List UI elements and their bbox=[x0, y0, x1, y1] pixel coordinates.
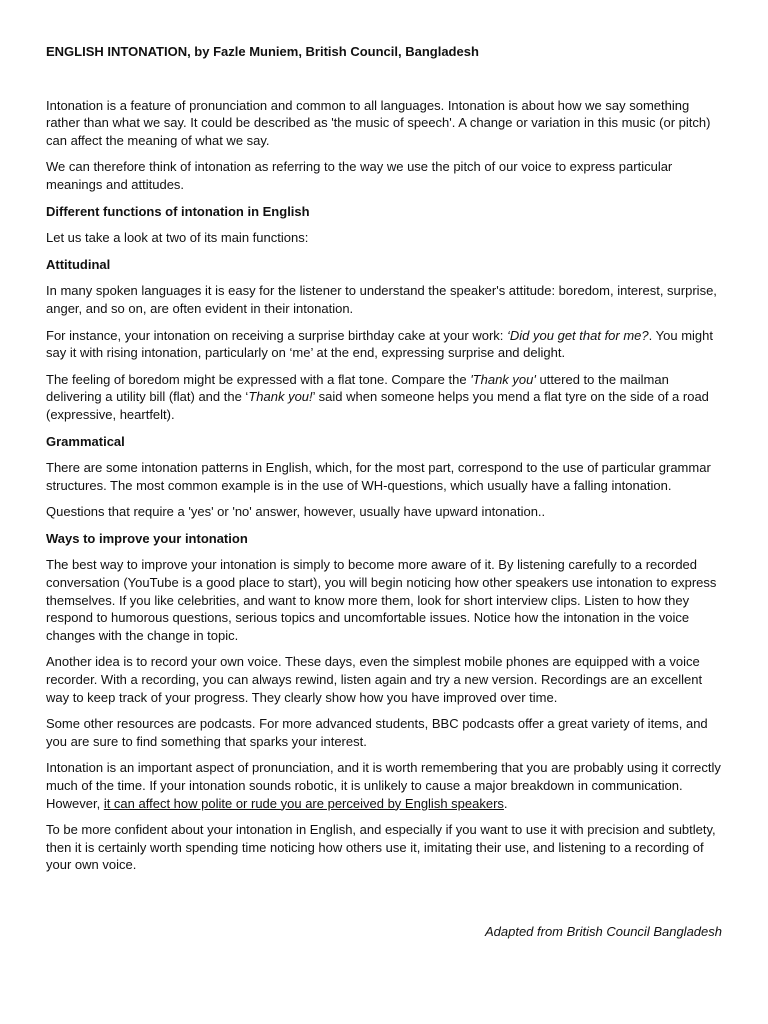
attitudinal-p3-italic-1: 'Thank you' bbox=[470, 371, 536, 387]
intro-paragraph-1: Intonation is a feature of pronunciation and common to all languages. Intonation is about how we say something rather than what we say. It could be described as 'the music of speech'. A change or variation in this music (or pitch) can affect the meaning of what we say. bbox=[46, 97, 711, 148]
attitudinal-paragraph-1: In many spoken languages it is easy for the listener to understand the speaker's attitude: boredom, interest, surprise, anger, and so on, are often evident in their intonation. bbox=[46, 283, 717, 316]
improve-paragraph-3: Some other resources are podcasts. For more advanced students, BBC podcasts offer a great variety of items, and you are sure to find something that sparks your interest. bbox=[46, 716, 708, 749]
improve-p4-text-1: Intonation is an important aspect of pronunciation, and it is worth remembering that you are probably using it correctly much of the time. If your intonation sounds robotic, it is unlikely to cause a major breakdown in communication. However, bbox=[46, 760, 721, 811]
document-body bbox=[46, 43, 726, 883]
attitudinal-p2-text-2: . You might say it with rising intonation, particularly on ‘me’ at the end, expressing surprise and delight. bbox=[46, 327, 713, 361]
attitudinal-p3-text-1: The feeling of boredom might be expressed with a flat tone. Compare the bbox=[46, 371, 471, 387]
improve-paragraph-1: The best way to improve your intonation is simply to become more aware of it. By listening carefully to a recorded conversation (YouTube is a good place to start), you will begin noticing how other speakers use intonation to express themselves. If you like celebrities, and want to know more them, look for short interview clips. Listen to how they respond to humorous questions, serious topics and uncomfortable issues. Notice how the intonation in the voice changes with the change in topic. bbox=[46, 557, 717, 643]
attitudinal-p2-italic: ‘Did you get that for me? bbox=[507, 327, 649, 343]
improve-paragraph-2: Another idea is to record your own voice. These days, even the simplest mobile phones are equipped with a voice recorder. With a recording, you can always rewind, listen again and try a new version. Recordings are an excellent way to keep track of your progress. They clearly show how you have improved over time. bbox=[46, 654, 703, 705]
attribution: Adapted from British Council Bangladesh bbox=[484, 924, 722, 939]
improve-paragraph-5: To be more confident about your intonation in English, and especially if you want to use it with precision and subtlety, then it is certainly worth spending time noticing how others use it, imitating their use, and listening to a recording of your own voice. bbox=[46, 822, 716, 873]
heading-grammatical: Grammatical bbox=[46, 433, 125, 449]
attitudinal-paragraph-3 bbox=[46, 371, 726, 424]
attitudinal-p3-text-3: ’ said when someone helps you mend a flat tyre on the side of a road (expressive, heartfelt). bbox=[46, 389, 709, 422]
improve-p4-underlined: it can affect how polite or rude you are perceived by English speakers bbox=[103, 795, 504, 811]
intro-paragraph-2: We can therefore think of intonation as referring to the way we use the pitch of our voice to express particular meanings and attitudes. bbox=[46, 159, 673, 192]
attitudinal-paragraph-2 bbox=[46, 327, 726, 362]
improve-p4-text-2: . bbox=[503, 795, 508, 811]
heading-attitudinal: Attitudinal bbox=[46, 256, 111, 272]
improve-paragraph-4 bbox=[46, 759, 726, 812]
heading-improve: Ways to improve your intonation bbox=[46, 530, 248, 546]
grammatical-paragraph-1: There are some intonation patterns in English, which, for the most part, correspond to the use of particular grammar structures. The most common example is in the use of WH-questions, which usually have a falling intonation. bbox=[46, 460, 711, 493]
attitudinal-p3-text-2: uttered to the mailman delivering a utility bill (flat) and the ‘ bbox=[46, 371, 669, 405]
attitudinal-p2-text-1: For instance, your intonation on receiving a surprise birthday cake at your work: bbox=[46, 327, 508, 343]
grammatical-paragraph-2: Questions that require a 'yes' or 'no' answer, however, usually have upward intonation.. bbox=[46, 504, 546, 520]
attitudinal-p3-italic-2: Thank you! bbox=[248, 389, 313, 405]
functions-intro: Let us take a look at two of its main functions: bbox=[46, 230, 309, 246]
heading-functions: Different functions of intonation in English bbox=[46, 203, 310, 219]
document-title: ENGLISH INTONATION, by Fazle Muniem, British Council, Bangladesh bbox=[46, 44, 479, 59]
